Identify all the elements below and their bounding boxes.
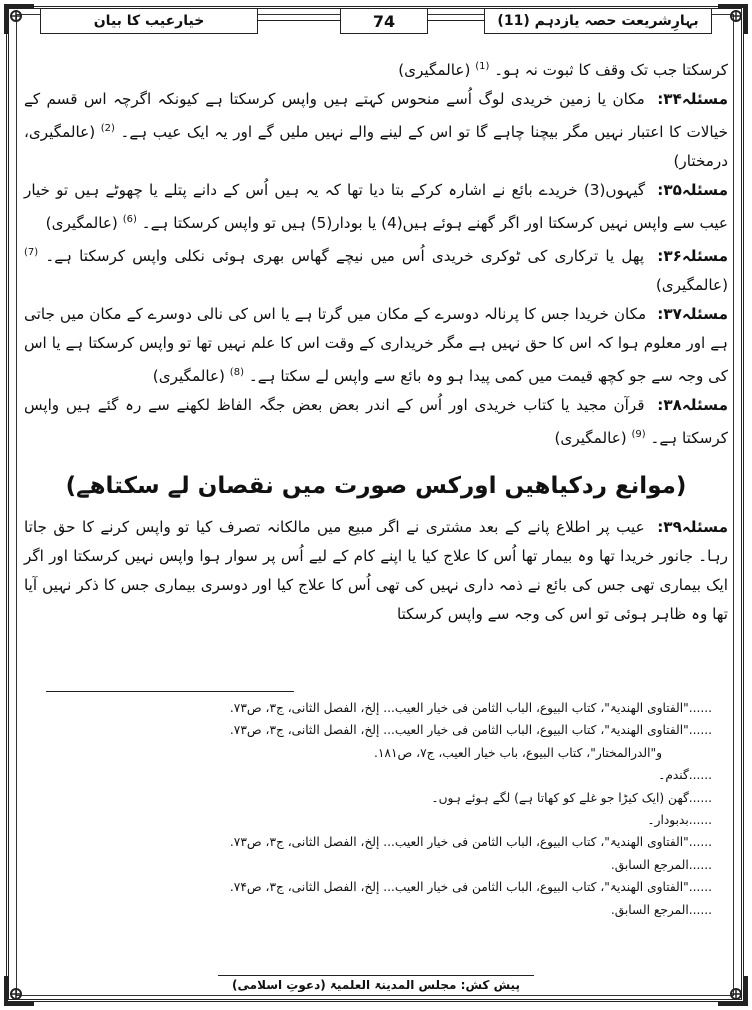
paragraph-text: عیب پر اطلاع پانے کے بعد مشتری نے اگر مبیع میں مالکانہ تصرف کیا تو واپس کرنے کا حق جاتا رہا۔ جانور خریدا تھا وہ بیمار تھا اُس کا علاج کیا یا اپنے کام کے لیے اُس پر سوار ہوا واپس نہیں کرسکتا اور اگر ایک بیماری تھی جس کی بائع نے ذمہ داری نہیں کی تھی اُس کا علاج کیا اور دوسری بیماری جس کا ذکر نہیں آیا تھا وہ ظاہر ہوئی تو اس کی وجہ سے واپس کرسکتا (24, 518, 728, 624)
main-text (24, 52, 728, 629)
masala-label: مسئلہ۳۷: (657, 305, 729, 324)
footnote: ......گھن (ایک کیڑا جو غلے کو کھاتا ہے) لگے ہوئے ہوں۔ (431, 790, 712, 805)
publisher-credit: پیش کش: مجلس المدینۃ العلمیۃ (دعوتِ اسلامی) (218, 975, 534, 992)
masala-label: مسئلہ۳۴: (657, 90, 728, 109)
paragraph-text: کرسکتا جب تک وقف کا ثبوت نہ ہو۔ (494, 61, 728, 80)
paragraph (24, 300, 728, 391)
paragraph (24, 513, 728, 629)
paragraph-text: مکان خریدا جس کا پرنالہ دوسرے کے مکان میں گرتا ہے یا اس کی نالی دوسرے کے مکان میں جاتی ہے اور معلوم ہوا کہ اس کا حق نہیں ہے مگر خریداری کے وقت اس کا علم نہیں تھا تو واپس کرسکتا ہے یا اس کی وجہ سے جو کچھ قیمت میں کمی پیدا ہو وہ بائع سے واپس لے سکتا ہے۔ (24, 305, 728, 386)
footnote: ......"الفتاوی الھندیۃ"، کتاب البیوع، الباب الثامن فی خیار العیب... إلخ، الفصل الثانی، ج۳، ص۷۴. (229, 880, 712, 895)
corner-ornament-icon (716, 2, 750, 36)
paragraph (24, 85, 728, 176)
paragraph-text: پھل یا ترکاری کی ٹوکری خریدی اُس میں نیچے گھاس بھری ہوئی نکلی واپس کرسکتا ہے۔ (45, 247, 645, 266)
footnote-ref: (2) (100, 123, 115, 135)
masala-label: مسئلہ۳۵: (657, 181, 729, 200)
footnote-ref: (1) (475, 61, 490, 72)
footnote-ref: (8) (229, 367, 244, 379)
masala-label: مسئلہ۳۸: (657, 396, 729, 415)
footnote-ref: (9) (631, 429, 646, 441)
footnote: ......"الفتاوی الھندیۃ"، کتاب البیوع، الباب الثامن فی خیار العیب... إلخ، الفصل الثانی، ج۳، ص۷۳. (229, 701, 712, 715)
footnote-ref: (6) (122, 214, 137, 226)
chapter-title: خیارعیب کا بیان (40, 8, 258, 34)
page-number: 74 (340, 8, 428, 34)
paragraph-text: مکان یا زمین خریدی لوگ اُسے منحوس کہتے ہیں واپس کرسکتا ہے کیونکہ اگرچہ اس قسم کے خیالات کا اعتبار نہیں مگر بیچنا چاہے گا تو اس کے لینے والے نہیں ملیں گے اور یہ ایک عیب ہے۔ (24, 90, 729, 142)
paragraph (24, 238, 728, 300)
page-footer (0, 975, 752, 992)
section-heading: (موانع ردکیاھیں اورکس صورت میں نقصان لے سکتاھے) (65, 473, 687, 500)
footnotes (40, 697, 712, 921)
page-header (40, 8, 712, 36)
footnote-divider (46, 691, 294, 692)
footnote: و"الدرالمختار"، کتاب البیوع، باب خیار العیب، ج۷، ص۱۸۱. (374, 745, 662, 760)
source-citation: (عالمگیری) (655, 276, 728, 295)
footnote: ......المرجع السابق. (610, 857, 712, 872)
paragraph-text: قرآن مجید یا کتاب خریدی اور اُس کے اندر بعض بعض جگہ الفاظ لکھنے سے رہ گئے ہیں واپس کرسکتا ہے۔ (24, 396, 728, 448)
paragraph (24, 176, 728, 238)
masala-label: مسئلہ۳۹: (657, 518, 728, 537)
footnote: ......المرجع السابق. (610, 902, 712, 917)
paragraph (24, 391, 728, 453)
corner-ornament-icon (2, 2, 36, 36)
source-citation: (عالمگیری) (152, 367, 225, 386)
book-title: بہارِشریعت حصہ یازدہم (11) (484, 8, 712, 34)
source-citation: (عالمگیری، درمختار) (24, 123, 728, 171)
source-citation: (عالمگیری) (554, 429, 627, 448)
footnote: ......"الفتاوی الھندیۃ"، کتاب البیوع، الباب الثامن فی خیار العیب... إلخ، الفصل الثانی، ج۳، ص۷۳. (229, 723, 712, 738)
paragraph-text: گیہوں(3) خریدے بائع نے اشارہ کرکے بتا دیا تھا کہ یہ ہیں اُس کے دانے پتلے یا چھوٹے ہیں تو خیار عیب سے واپس نہیں کرسکتا اور اگر گھنے ہوئے ہیں(4) یا بودار(5) ہیں تو واپس کرسکتا ہے۔ (24, 181, 728, 233)
source-citation: (عالمگیری) (398, 61, 471, 80)
footnote-ref: (7) (24, 247, 39, 259)
footnote: ......"الفتاوی الھندیۃ"، کتاب البیوع، الباب الثامن فی خیار العیب... إلخ، الفصل الثانی، ج۳، ص۷۳. (229, 835, 712, 850)
footnote: ......بدبودار۔ (647, 813, 712, 828)
source-citation: (عالمگیری) (45, 214, 118, 233)
masala-label: مسئلہ۳۶: (657, 247, 729, 266)
paragraph (24, 52, 728, 85)
footnote: ......گندم۔ (658, 768, 712, 783)
